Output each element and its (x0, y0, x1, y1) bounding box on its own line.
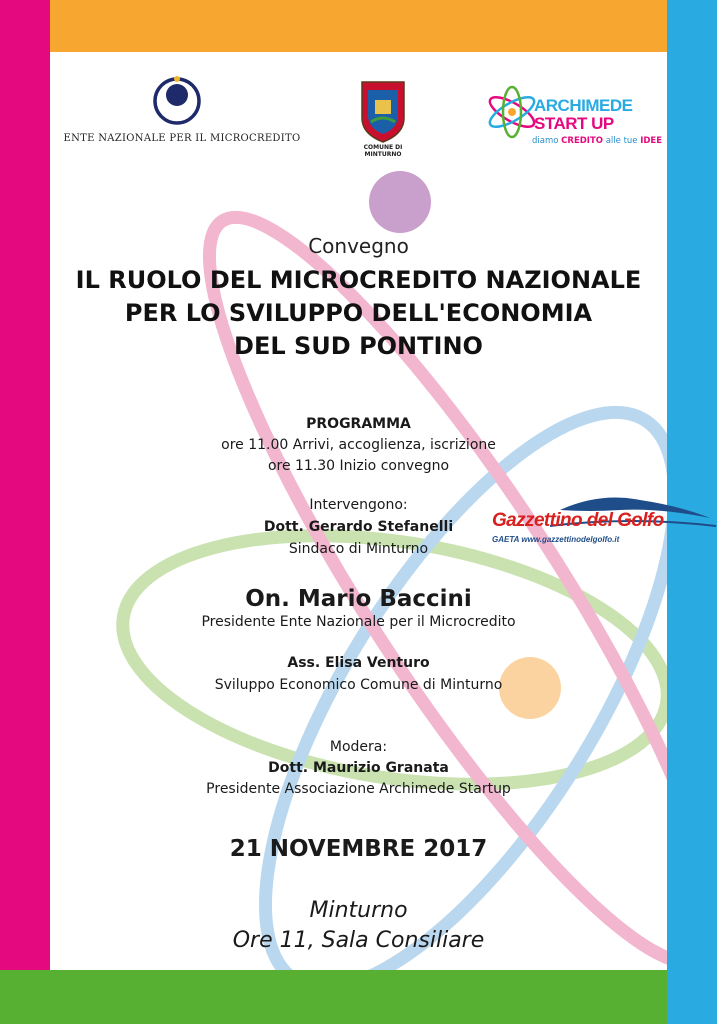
event-kicker: Convegno (308, 234, 409, 258)
ente-nazionale-logo (62, 76, 302, 156)
archimede-tagline (532, 136, 662, 146)
archimede-name: ARCHIMEDE (534, 96, 633, 115)
watermark-name: Gazzettino del Golfo (492, 510, 664, 531)
tag-part: diamo (532, 136, 562, 146)
speaker-role: Presidente Ente Nazionale per il Microcredito (201, 614, 516, 630)
event-venue: Ore 11, Sala Consiliare (232, 928, 485, 953)
event-title (50, 264, 667, 363)
ente-logo-text: ENTE NAZIONALE PER IL MICROCREDITO (63, 133, 301, 144)
moderator-name: Dott. Maurizio Granata (268, 760, 449, 776)
archimede-startup-logo (484, 76, 663, 156)
programma-heading: PROGRAMMA (306, 416, 411, 432)
programma-item: ore 11.30 Inizio convegno (267, 458, 450, 474)
tag-part: alle tue (603, 136, 641, 146)
speakers-intro: Intervengono: (309, 497, 408, 513)
title-line: IL RUOLO DEL MICROCREDITO NAZIONALE (75, 266, 642, 294)
watermark-url: www.gazzettinodelgolfo.it (521, 535, 620, 544)
comune-minturno-logo (348, 78, 418, 168)
speaker-name: Dott. Gerardo Stefanelli (263, 519, 454, 535)
event-date: 21 NOVEMBRE 2017 (229, 836, 488, 862)
gazzettino-watermark (490, 490, 717, 552)
tag-part: CREDITO (561, 136, 603, 146)
comune-line-1: COMUNE DI (363, 144, 403, 151)
left-color-bar (0, 0, 50, 970)
speaker-name: Ass. Elisa Venturo (287, 655, 430, 671)
programma-item: ore 11.00 Arrivi, accoglienza, iscrizione (221, 437, 496, 453)
moderator-intro: Modera: (329, 739, 388, 755)
event-city: Minturno (309, 898, 408, 923)
coat-of-arms-icon (359, 78, 407, 144)
comune-logo-text (348, 144, 418, 158)
tag-part: IDEE (640, 136, 663, 146)
speaker-role: Sviluppo Economico Comune di Minturno (214, 677, 503, 693)
ente-emblem-icon (152, 76, 202, 126)
keynote-speaker-name: On. Mario Baccini (245, 586, 472, 612)
title-line: DEL SUD PONTINO (234, 332, 483, 360)
comune-line-2: MINTURNO (364, 151, 402, 158)
top-color-bar (50, 0, 667, 52)
watermark-sub (492, 535, 619, 544)
speaker-role: Sindaco di Minturno (288, 541, 429, 557)
bottom-color-bar (0, 970, 667, 1024)
watermark-city: GAETA (492, 535, 520, 544)
moderator-role: Presidente Associazione Archimede Startup (206, 781, 511, 797)
archimede-startup: START UP (534, 114, 614, 133)
title-line: PER LO SVILUPPO DELL'ECONOMIA (124, 299, 593, 327)
